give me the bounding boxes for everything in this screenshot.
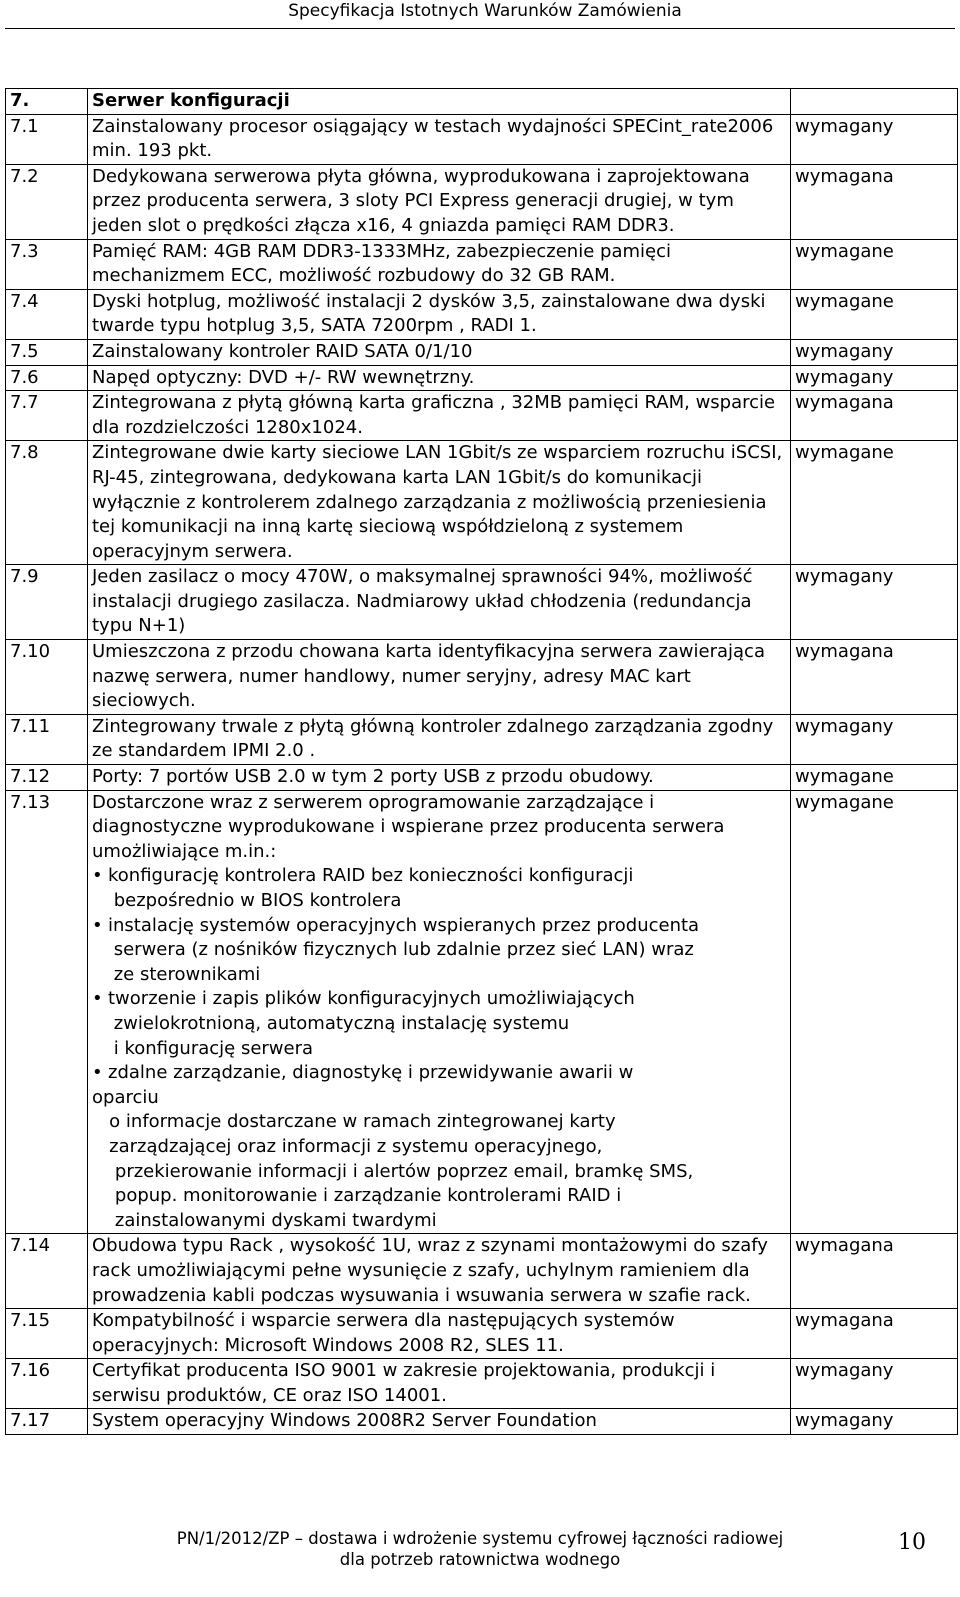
table-row <box>6 765 958 791</box>
requirement-status: wymagany <box>791 1359 958 1409</box>
list-item: • tworzenie i zapis plików konfiguracyjnych umożliwiających zwielokrotnioną, automatyczną instalację systemu i konfigurację serwera <box>92 987 786 1061</box>
item-number: 7.1 <box>6 114 88 164</box>
item-number: 7.5 <box>6 339 88 365</box>
item-description-cell <box>88 1234 791 1309</box>
item-description: Umieszczona z przodu chowana karta identyfikacyjna serwera zawierająca nazwę serwera, numer handlowy, numer seryjny, adresy MAC kart sieciowych. <box>92 641 765 712</box>
item-number: 7.9 <box>6 565 88 640</box>
requirement-status: wymagana <box>791 1309 958 1359</box>
item-description-cell <box>88 289 791 339</box>
requirement-status: wymagana <box>791 1234 958 1309</box>
item-number: 7.17 <box>6 1409 88 1435</box>
table-row <box>6 114 958 164</box>
requirement-status: wymagane <box>791 289 958 339</box>
item-description-cell <box>88 1309 791 1359</box>
feature-list <box>92 864 786 1085</box>
item-description-cell <box>88 339 791 365</box>
section-title: Serwer konfiguracji <box>92 90 290 111</box>
item-description: Obudowa typu Rack , wysokość 1U, wraz z szynami montażowymi do szafy rack umożliwiającymi pełne wysunięcie z szafy, uchylnym ramieniem dla prowadzenia kabli podczas wysuwania i wsuwania serwera w szafie rack. <box>92 1235 768 1306</box>
item-description: Zintegrowana z płytą główną karta graficzna , 32MB pamięci RAM, wsparcie dla rozdzielczości 1280x1024. <box>92 392 776 438</box>
item-description-cell <box>88 1359 791 1409</box>
item-description: Napęd optyczny: DVD +/- RW wewnętrzny. <box>92 366 475 388</box>
table-row <box>6 565 958 640</box>
item-description: Dedykowana serwerowa płyta główna, wyprodukowana i zaprojektowana przez producenta serwera, 3 sloty PCI Express generacji drugiej, w tym jeden slot o prędkości złącza x16, 4 gniazda pamięci RAM DDR3. <box>92 165 750 236</box>
item-description: Certyfikat producenta ISO 9001 w zakresie projektowania, produkcji i serwisu produktów, CE oraz ISO 14001. <box>92 1360 716 1406</box>
item-number: 7.12 <box>6 765 88 791</box>
item-description-cell <box>88 114 791 164</box>
item-number: 7.16 <box>6 1359 88 1409</box>
requirement-status: wymagany <box>791 365 958 391</box>
item-description: Zintegrowany trwale z płytą główną kontroler zdalnego zarządzania zgodny ze standardem IPMI 2.0 . <box>92 715 774 762</box>
page-footer <box>0 1528 960 1578</box>
table-row <box>6 1234 958 1309</box>
requirement-status: wymagany <box>791 339 958 365</box>
item-description: Pamięć RAM: 4GB RAM DDR3-1333MHz, zabezpieczenie pamięci mechanizmem ECC, możliwość rozbudowy do 32 GB RAM. <box>92 240 671 287</box>
requirement-status: wymagana <box>791 640 958 715</box>
item-description-cell <box>88 565 791 640</box>
table-row <box>6 391 958 441</box>
item-description-cell <box>88 640 791 715</box>
table-row <box>6 1409 958 1435</box>
section-number: 7. <box>6 89 88 115</box>
item-number: 7.15 <box>6 1309 88 1359</box>
item-description-cell <box>88 164 791 239</box>
section-title-cell <box>88 89 791 115</box>
table-row <box>6 790 958 1234</box>
item-description-cell <box>88 790 791 1234</box>
requirement-status: wymagany <box>791 1409 958 1435</box>
requirement-status: wymagane <box>791 765 958 791</box>
table-row <box>6 1309 958 1359</box>
item-description: Zainstalowany procesor osiągający w testach wydajności SPECint_rate2006 min. 193 pkt. <box>92 115 774 162</box>
item-description: System operacyjny Windows 2008R2 Server Foundation <box>92 1410 597 1432</box>
item-description-cell <box>88 441 791 565</box>
item-description: Porty: 7 portów USB 2.0 w tym 2 porty USB z przodu obudowy. <box>92 766 654 788</box>
list-item: • konfigurację kontrolera RAID bez konieczności konfiguracji bezpośrednio w BIOS kontrolera <box>92 864 786 913</box>
item-description: Kompatybilność i wsparcie serwera dla następujących systemów operacyjnych: Microsoft Windows 2008 R2, SLES 11. <box>92 1310 675 1356</box>
list-item-continuation: oparciu o informacje dostarczane w ramach zintegrowanej karty zarządzającej oraz informacji z systemu operacyjnego, przekierowanie informacji i alertów poprzez email, bramkę SMS, popup. monitorowanie i zarządzanie kontrolerami RAID i zainstalowanymi dyskami twardymi <box>92 1086 694 1231</box>
item-number: 7.8 <box>6 441 88 565</box>
table-row <box>6 239 958 289</box>
item-description-cell <box>88 714 791 764</box>
page-header <box>0 0 960 26</box>
requirement-status: wymagane <box>791 441 958 565</box>
item-number: 7.3 <box>6 239 88 289</box>
footer-line-1: PN/1/2012/ZP – dostawa i wdrożenie systemu cyfrowej łączności radiowej <box>176 1529 784 1548</box>
table-row <box>6 289 958 339</box>
requirement-status: wymagany <box>791 565 958 640</box>
item-number: 7.10 <box>6 640 88 715</box>
table-row <box>6 339 958 365</box>
item-description: Zainstalowany kontroler RAID SATA 0/1/10 <box>92 340 473 362</box>
table-row <box>6 1359 958 1409</box>
table-row <box>6 441 958 565</box>
section-header-row <box>6 89 958 115</box>
item-number: 7.14 <box>6 1234 88 1309</box>
specification-table <box>5 88 958 1435</box>
table-row <box>6 640 958 715</box>
item-description-cell <box>88 239 791 289</box>
item-description-cell <box>88 765 791 791</box>
list-item: • instalację systemów operacyjnych wspieranych przez producenta serwera (z nośników fizycznych lub zdalnie przez sieć LAN) wraz ze sterownikami <box>92 914 786 988</box>
item-description: Dyski hotplug, możliwość instalacji 2 dysków 3,5, zainstalowane dwa dyski twarde typu hotplug 3,5, SATA 7200rpm , RADI 1. <box>92 290 766 337</box>
item-description: Jeden zasilacz o mocy 470W, o maksymalnej sprawności 94%, możliwość instalacji drugiego zasilacza. Nadmiarowy układ chłodzenia (redundancja typu N+1) <box>92 566 753 637</box>
item-number: 7.13 <box>6 790 88 1234</box>
item-number: 7.11 <box>6 714 88 764</box>
requirement-status: wymagane <box>791 239 958 289</box>
section-req-cell <box>791 89 958 115</box>
table-row <box>6 164 958 239</box>
item-description-cell <box>88 365 791 391</box>
item-description-cell <box>88 391 791 441</box>
page-number: 10 <box>898 1530 926 1555</box>
item-description: Zintegrowane dwie karty sieciowe LAN 1Gbit/s ze wsparciem rozruchu iSCSI, RJ-45, zintegrowana, dedykowana karta LAN 1Gbit/s do komunikacji wyłącznie z kontrolerem zdalnego zarządzania z możliwością przeniesienia tej komunikacji na inną kartę sieciową współdzieloną z systemem operacyjnym serwera. <box>92 442 783 562</box>
list-item: • zdalne zarządzanie, diagnostykę i przewidywanie awarii w <box>92 1061 786 1086</box>
item-number: 7.2 <box>6 164 88 239</box>
item-description-cell <box>88 1409 791 1435</box>
requirement-status: wymagana <box>791 164 958 239</box>
requirement-status: wymagana <box>791 391 958 441</box>
table-row <box>6 714 958 764</box>
requirement-status: wymagany <box>791 114 958 164</box>
item-number: 7.6 <box>6 365 88 391</box>
table-row <box>6 365 958 391</box>
header-divider <box>5 28 955 29</box>
item-number: 7.4 <box>6 289 88 339</box>
requirement-status: wymagane <box>791 790 958 1234</box>
document-title: Specyfikacja Istotnych Warunków Zamówienia <box>288 1 682 21</box>
item-description: Dostarczone wraz z serwerem oprogramowanie zarządzające i diagnostyczne wyprodukowane i wspierane przez producenta serwera umożliwiające m.in.: <box>92 791 725 862</box>
footer-line-2: dla potrzeb ratownictwa wodnego <box>339 1550 621 1569</box>
item-number: 7.7 <box>6 391 88 441</box>
requirement-status: wymagany <box>791 714 958 764</box>
